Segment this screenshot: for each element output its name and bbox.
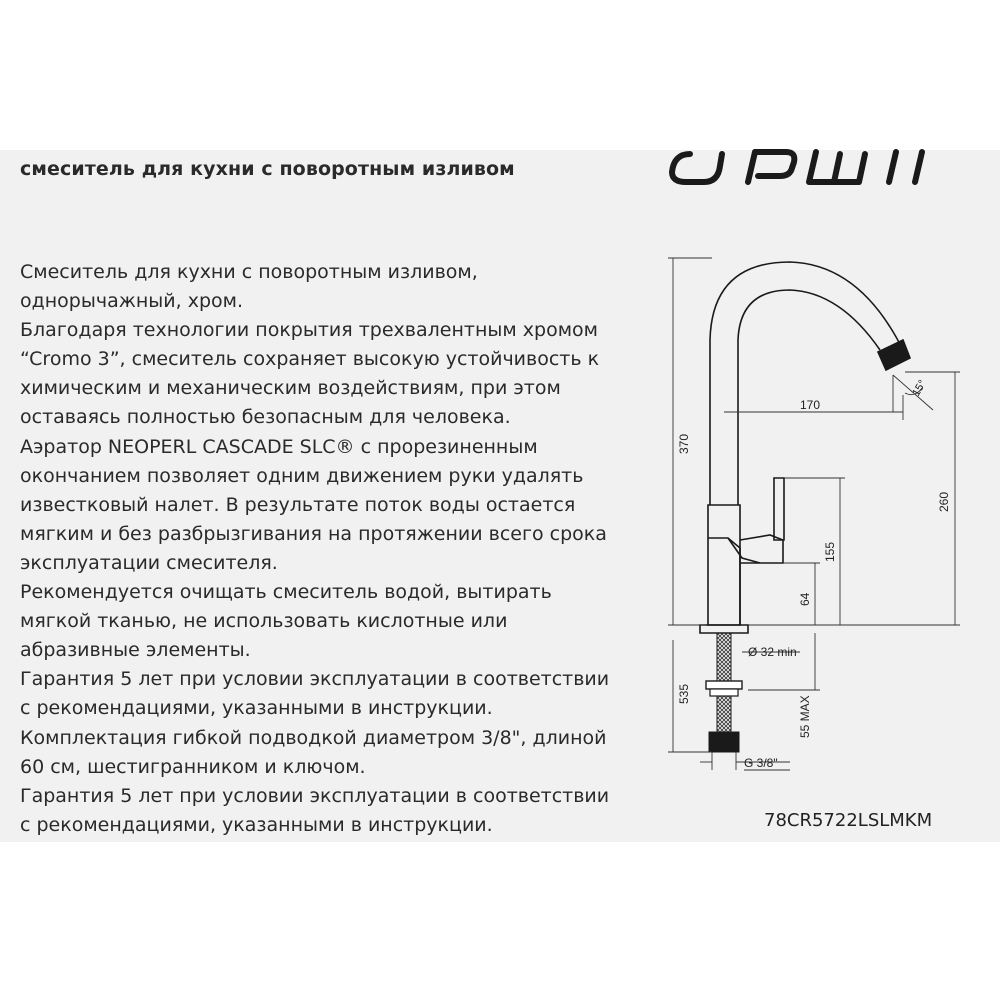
description-line: Благодаря технологии покрытия трехвалентным хромом — [20, 319, 598, 342]
faucet-dimension-diagram — [650, 245, 1000, 785]
description-line: окончанием позволяет одним движением руки удалять — [20, 464, 584, 487]
article-number: 78CR5722LSLMKM — [764, 810, 933, 831]
mounting-washer — [710, 689, 738, 696]
description-line: Гарантия 5 лет при условии эксплуатации в соответствии — [20, 668, 610, 691]
faucet-outline — [700, 262, 910, 633]
flexible-hose — [717, 696, 731, 732]
dim-hose-length: 535 — [677, 683, 691, 704]
description-line: мягкой тканью, не использовать кислотные или — [20, 610, 508, 633]
dim-reach: 170 — [800, 398, 821, 412]
mounting-nut — [706, 681, 742, 689]
description-line: 60 см, шестигранником и ключом. — [20, 755, 366, 778]
dim-thread: G 3/8" — [744, 756, 778, 770]
description-line: Комплектация гибкой подводкой диаметром 3/8", длиной — [20, 726, 607, 749]
dim-body-height: 64 — [798, 592, 812, 606]
dim-deck-max: 55 MAX — [798, 695, 812, 738]
description-line: Смеситель для кухни с поворотным изливом, — [20, 261, 478, 283]
description-line: Рекомендуется очищать смеситель водой, вытирать — [20, 581, 552, 604]
description-line: с рекомендациями, указанными в инструкции. — [20, 697, 493, 720]
description-line: химическим и механическим воздействиям, при этом — [20, 377, 561, 400]
description-line: “Cromo 3”, смеситель сохраняет высокую устойчивость к — [20, 348, 600, 371]
description-line: Гарантия 5 лет при условии эксплуатации в соответствии — [20, 784, 610, 807]
description-line: абразивные элементы. — [20, 639, 251, 662]
description-line: эксплуатации смесителя. — [20, 551, 278, 574]
product-subtitle: смеситель для кухни с поворотным изливом — [20, 158, 515, 180]
product-description — [20, 258, 620, 840]
description-line: с рекомендациями, указанными в инструкции. — [20, 813, 493, 836]
description-line: мягким и без разбрызгивания на протяжении всего срока — [20, 522, 607, 545]
description-line: однорычажный, хром. — [20, 290, 244, 313]
dim-angle: 15° — [910, 378, 929, 399]
dim-spout-height: 260 — [937, 491, 951, 512]
dim-hole: Ø 32 min — [748, 645, 797, 659]
dim-height-total: 370 — [677, 433, 691, 454]
hose-nut — [709, 732, 739, 752]
brand-logo — [660, 134, 940, 186]
threaded-rod — [717, 633, 731, 681]
description-line: Аэратор NEOPERL CASCADE SLC® с прорезиненным — [20, 435, 538, 458]
description-line: известковый налет. В результате поток воды остается — [20, 493, 576, 516]
dim-lever-height: 155 — [823, 541, 837, 562]
description-line: оставаясь полностью безопасным для человека. — [20, 406, 511, 429]
